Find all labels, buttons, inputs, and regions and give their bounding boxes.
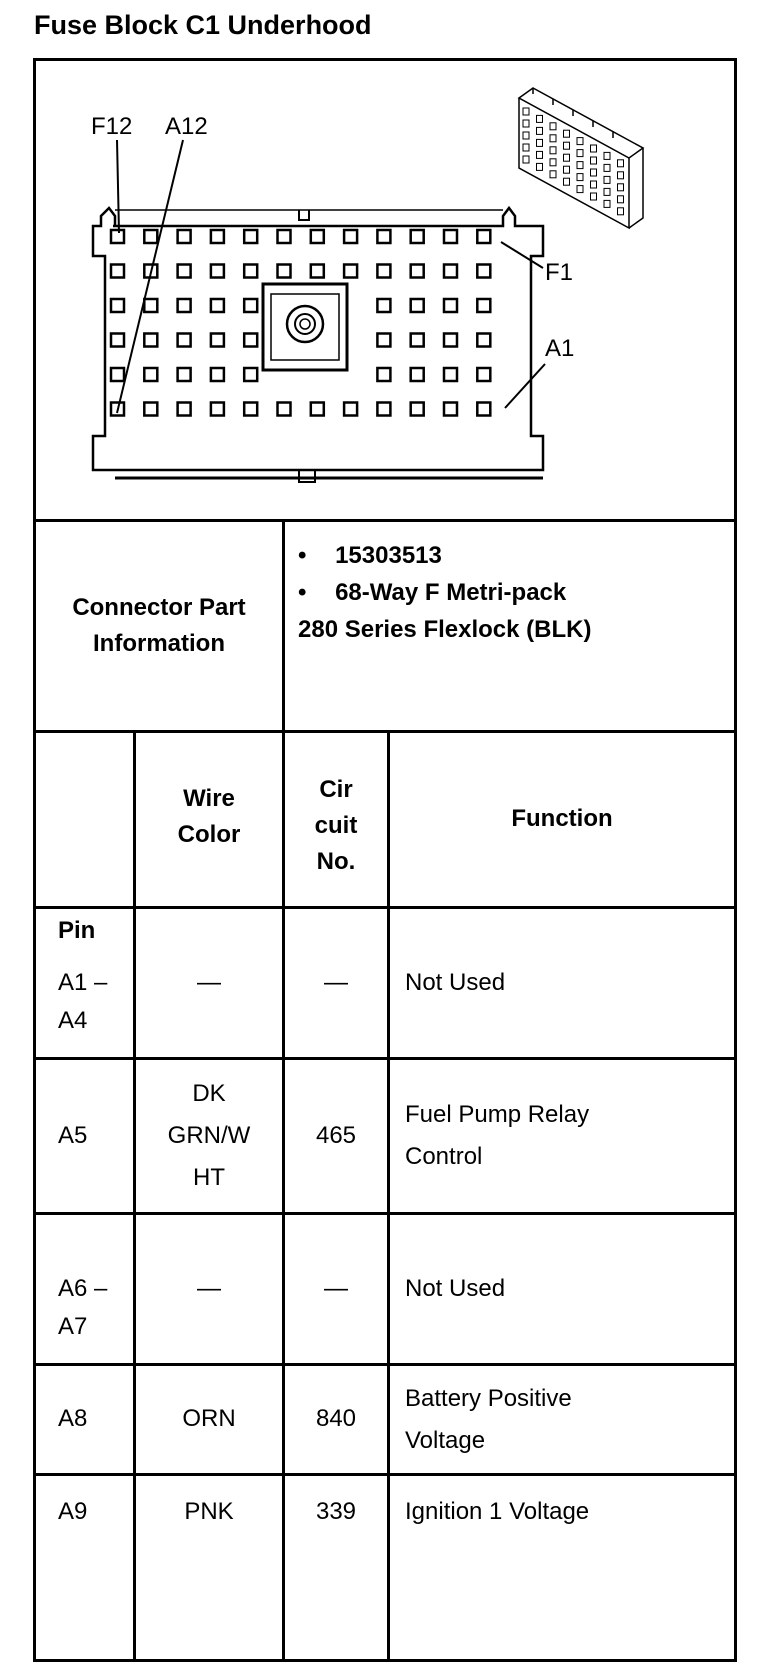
row-3-wire-color: — <box>197 1274 221 1302</box>
label-f1: F1 <box>545 259 574 286</box>
row-4-circuit: 840 <box>315 1405 357 1433</box>
row-3-pin: A6 –A7 <box>58 1274 108 1340</box>
part-number: 15303513 <box>335 542 442 569</box>
row-4-pin: A8 <box>58 1405 88 1433</box>
row-5-function: Ignition 1 Voltage <box>405 1498 590 1526</box>
row-5-pin: A9 <box>58 1498 88 1526</box>
row-5-wire-color: PNK <box>184 1498 234 1526</box>
bullet: • <box>298 579 307 606</box>
row-1-pin: A1 –A4 <box>58 968 108 1034</box>
row-4-wire-color: ORN <box>182 1405 236 1433</box>
connector-info-details <box>298 537 718 648</box>
connector-type-line <box>298 574 718 611</box>
row-5-circuit: 339 <box>315 1498 357 1526</box>
header-wire-color: Wire Color <box>177 785 241 848</box>
page-title: Fuse Block C1 Underhood <box>34 10 372 40</box>
connector-series-line: 280 Series Flexlock (BLK) <box>298 616 592 643</box>
label-a12: A12 <box>165 113 208 140</box>
bullet: • <box>298 542 307 569</box>
row-4-function: Battery Positive Voltage <box>405 1384 572 1454</box>
row-2-circuit: 465 <box>315 1121 357 1149</box>
row-1-wire-color: — <box>197 968 221 996</box>
row-2-pin: A5 <box>58 1121 88 1149</box>
connector-info-label: Connector Part Information <box>72 594 246 657</box>
part-number-line <box>298 537 718 574</box>
row-2-wire-color: DK GRN/W HT <box>167 1080 251 1191</box>
row-3-function: Not Used <box>405 1274 506 1302</box>
header-circuit-no: Cir cuit No. <box>314 776 358 875</box>
header-function: Function <box>511 805 613 833</box>
label-a1: A1 <box>545 335 575 362</box>
header-pin: Pin <box>58 917 96 944</box>
label-f12: F12 <box>91 113 133 140</box>
row-1-function: Not Used <box>405 968 506 996</box>
connector-type: 68-Way F Metri-pack <box>335 579 567 606</box>
row-1-circuit: — <box>324 968 348 996</box>
row-2-function: Fuel Pump Relay Control <box>405 1101 590 1170</box>
row-3-circuit: — <box>324 1274 348 1302</box>
